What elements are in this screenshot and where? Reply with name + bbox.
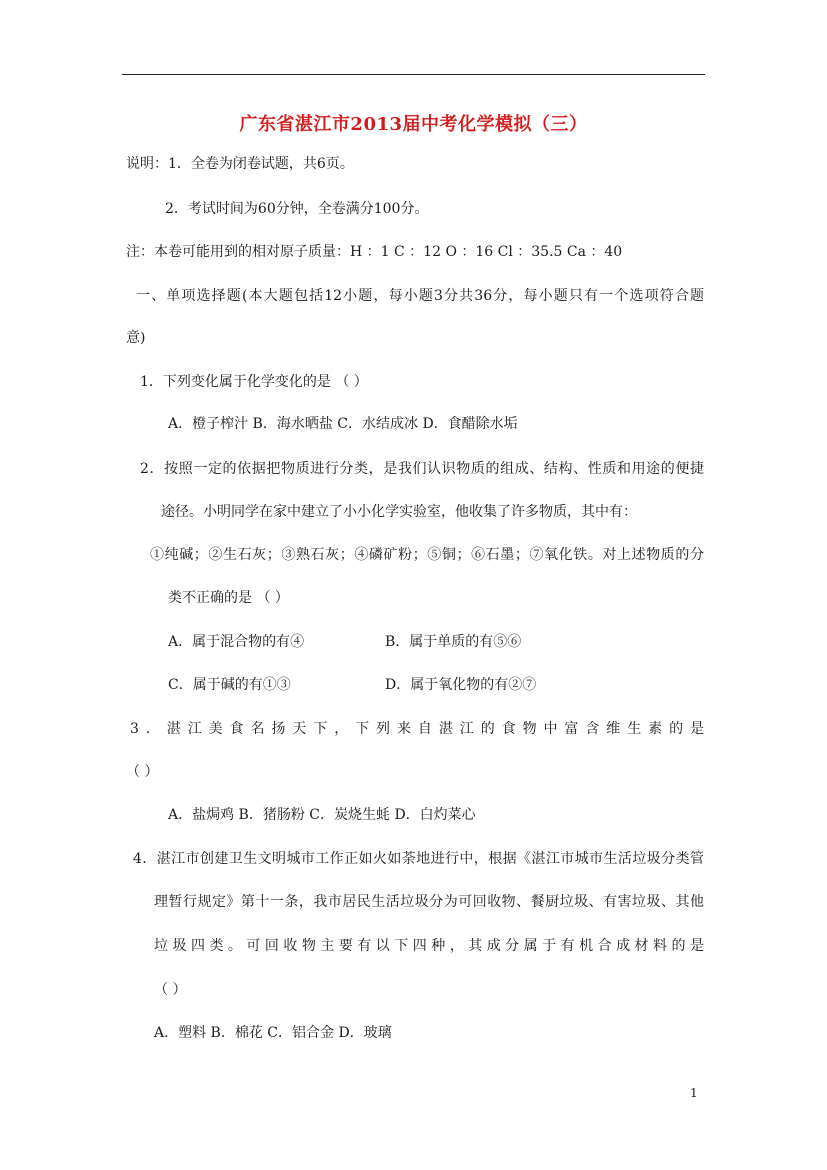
q3-options: A．盐焗鸡 B．猪肠粉 C．炭烧生蚝 D．白灼菜心 bbox=[168, 807, 476, 823]
q4-line-1: 4．湛江市创建卫生文明城市工作正如火如荼地进行中，根据《湛江市城市生活垃圾分类管 bbox=[133, 851, 704, 867]
q4-line-3: 垃圾四类。可回收物主要有以下四种，其成分属于有机合成材料的是 bbox=[154, 938, 704, 954]
q4-line-4: （ ） bbox=[154, 982, 187, 998]
q2-line-4: 类不正确的是 （ ） bbox=[168, 590, 289, 606]
q1-options: A．橙子榨汁 B．海水晒盐 C．水结成冰 D．食醋除水垢 bbox=[168, 416, 518, 432]
q4-options: A．塑料 B．棉花 C．铝合金 D．玻璃 bbox=[154, 1025, 392, 1041]
q2-option-a: A．属于混合物的有④ bbox=[168, 634, 305, 650]
note-line-1: 说明：1．全卷为闭卷试题，共6页。 bbox=[126, 156, 354, 172]
q3-line-1: 3．湛江美食名扬天下，下列来自湛江的食物中富含维生素的是 bbox=[130, 721, 704, 737]
note-atomic-masses: 注：本卷可能用到的相对原子质量：H ：1 C ：12 O ：16 Cl ：35.5 Ca ：40 bbox=[126, 244, 623, 260]
q2-line-2: 途径。小明同学在家中建立了小小化学实验室，他收集了许多物质，其中有： bbox=[161, 504, 637, 520]
q3-line-2: （ ） bbox=[126, 764, 159, 780]
q2-line-3: ①纯碱；②生石灰；③熟石灰；④磷矿粉；⑤铜；⑥石墨；⑦氧化铁。对上述物质的分 bbox=[150, 547, 704, 563]
note-line-2: 2．考试时间为60分钟，全卷满分100分。 bbox=[165, 201, 429, 217]
section-heading-cont: 意) bbox=[126, 330, 146, 346]
q2-option-d: D．属于氧化物的有②⑦ bbox=[385, 677, 537, 693]
header-rule bbox=[122, 74, 705, 75]
q2-line-1: 2．按照一定的依据把物质进行分类，是我们认识物质的组成、结构、性质和用途的便捷 bbox=[140, 461, 704, 477]
q2-option-c: C．属于碱的有①③ bbox=[168, 677, 291, 693]
q4-line-2: 理暂行规定》第十一条，我市居民生活垃圾分为可回收物、餐厨垃圾、有害垃圾、其他 bbox=[154, 894, 704, 910]
section-heading: 一、单项选择题(本大题包括12小题，每小题3分共36分，每小题只有一个选项符合题 bbox=[136, 288, 704, 304]
q1-stem: 1．下列变化属于化学变化的是 （ ） bbox=[140, 374, 368, 390]
q2-option-b: B．属于单质的有⑤⑥ bbox=[385, 634, 522, 650]
page-title: 广东省湛江市2013届中考化学模拟（三） bbox=[239, 114, 588, 135]
page-number: 1 bbox=[690, 1086, 698, 1100]
